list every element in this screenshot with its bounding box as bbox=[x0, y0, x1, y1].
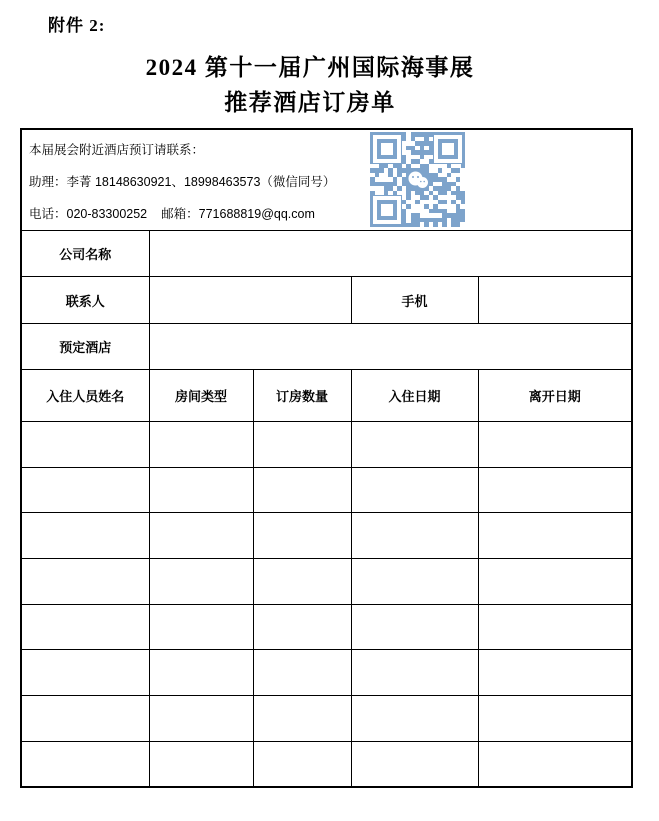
booking-cell[interactable] bbox=[21, 559, 149, 605]
booking-cell[interactable] bbox=[149, 696, 253, 742]
booking-cell[interactable] bbox=[351, 650, 478, 696]
booking-row bbox=[21, 513, 632, 559]
booking-cell[interactable] bbox=[149, 741, 253, 787]
wechat-logo-icon bbox=[407, 171, 429, 189]
column-header-room-count: 订房数量 bbox=[253, 370, 351, 422]
mobile-label: 手机 bbox=[351, 277, 478, 324]
attachment-label: 附件 2: bbox=[48, 16, 106, 35]
qr-finder-top-left-icon bbox=[373, 135, 401, 163]
hotel-field[interactable] bbox=[149, 324, 632, 370]
booking-cell[interactable] bbox=[21, 741, 149, 787]
contact-info-cell bbox=[21, 129, 632, 231]
booking-cell[interactable] bbox=[478, 467, 632, 513]
hotel-row bbox=[21, 324, 632, 370]
company-name-row bbox=[21, 231, 632, 277]
booking-cell[interactable] bbox=[149, 422, 253, 468]
booking-cell[interactable] bbox=[149, 559, 253, 605]
booking-row bbox=[21, 422, 632, 468]
table-header-row bbox=[21, 370, 632, 422]
booking-cell[interactable] bbox=[253, 513, 351, 559]
contact-line-assistant: 助理：李菁 18148630921、18998463573（微信同号） bbox=[29, 175, 336, 189]
booking-cell[interactable] bbox=[21, 513, 149, 559]
booking-cell[interactable] bbox=[253, 604, 351, 650]
booking-cell[interactable] bbox=[253, 559, 351, 605]
booking-cell[interactable] bbox=[351, 422, 478, 468]
booking-cell[interactable] bbox=[478, 513, 632, 559]
booking-row bbox=[21, 604, 632, 650]
title-line-1: 2024 第十一届广州国际海事展 bbox=[145, 55, 475, 80]
booking-cell[interactable] bbox=[149, 650, 253, 696]
booking-cell[interactable] bbox=[21, 467, 149, 513]
title-line-2: 推荐酒店订房单 bbox=[224, 90, 396, 115]
contact-line-phone-email bbox=[29, 198, 631, 230]
contact-person-row bbox=[21, 277, 632, 324]
booking-cell[interactable] bbox=[351, 513, 478, 559]
booking-cell[interactable] bbox=[21, 604, 149, 650]
booking-cell[interactable] bbox=[351, 467, 478, 513]
wechat-qr-code bbox=[370, 132, 465, 227]
booking-cell[interactable] bbox=[478, 741, 632, 787]
booking-cell[interactable] bbox=[351, 559, 478, 605]
column-header-room-type: 房间类型 bbox=[149, 370, 253, 422]
qr-finder-bottom-left-icon bbox=[373, 196, 401, 224]
booking-cell[interactable] bbox=[149, 467, 253, 513]
hotel-label: 预定酒店 bbox=[21, 324, 149, 370]
column-header-checkin-date: 入住日期 bbox=[351, 370, 478, 422]
contact-email: 邮箱：771688819@qq.com bbox=[161, 207, 315, 221]
booking-cell[interactable] bbox=[478, 422, 632, 468]
qr-finder-top-right-icon bbox=[434, 135, 462, 163]
booking-cell[interactable] bbox=[253, 422, 351, 468]
booking-cell[interactable] bbox=[351, 696, 478, 742]
company-name-field[interactable] bbox=[149, 231, 632, 277]
company-name-label: 公司名称 bbox=[21, 231, 149, 277]
contact-info-row bbox=[21, 129, 632, 231]
booking-cell[interactable] bbox=[351, 741, 478, 787]
contact-person-field[interactable] bbox=[149, 277, 351, 324]
booking-cell[interactable] bbox=[253, 696, 351, 742]
booking-cell[interactable] bbox=[21, 696, 149, 742]
booking-row bbox=[21, 650, 632, 696]
booking-cell[interactable] bbox=[478, 696, 632, 742]
booking-cell[interactable] bbox=[253, 650, 351, 696]
booking-row bbox=[21, 467, 632, 513]
document-title bbox=[0, 50, 620, 120]
mobile-field[interactable] bbox=[478, 277, 632, 324]
contact-line-intro: 本届展会附近酒店预订请联系： bbox=[29, 143, 205, 157]
contact-person-label: 联系人 bbox=[21, 277, 149, 324]
booking-cell[interactable] bbox=[478, 604, 632, 650]
booking-cell[interactable] bbox=[253, 467, 351, 513]
booking-cell[interactable] bbox=[478, 559, 632, 605]
contact-phone: 电话：020-83300252 bbox=[29, 207, 148, 221]
booking-cell[interactable] bbox=[351, 604, 478, 650]
booking-cell[interactable] bbox=[149, 604, 253, 650]
column-header-guest-name: 入住人员姓名 bbox=[21, 370, 149, 422]
booking-cell[interactable] bbox=[253, 741, 351, 787]
hotel-booking-table bbox=[20, 128, 633, 788]
booking-cell[interactable] bbox=[21, 650, 149, 696]
column-header-checkout-date: 离开日期 bbox=[478, 370, 632, 422]
booking-row bbox=[21, 741, 632, 787]
booking-row bbox=[21, 696, 632, 742]
booking-cell[interactable] bbox=[478, 650, 632, 696]
booking-cell[interactable] bbox=[149, 513, 253, 559]
booking-row bbox=[21, 559, 632, 605]
booking-cell[interactable] bbox=[21, 422, 149, 468]
